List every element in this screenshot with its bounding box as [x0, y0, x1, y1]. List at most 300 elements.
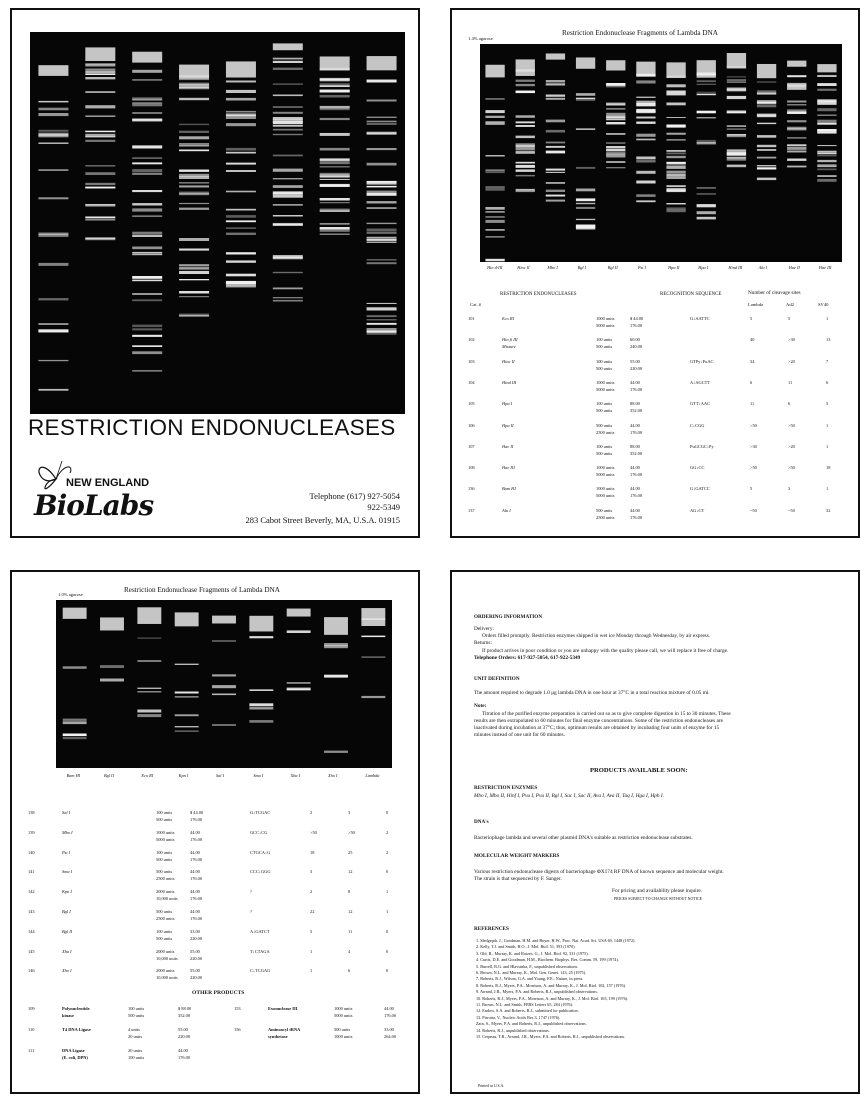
gel-band [697, 117, 716, 118]
gel-table-page-1 [450, 8, 860, 538]
gel-band [132, 370, 162, 371]
gel-band [817, 160, 836, 162]
gel-band [85, 69, 115, 71]
gel-band [361, 636, 385, 638]
gel-band [179, 176, 209, 179]
quantity-cell: 1000 units [596, 465, 615, 471]
gel-band [817, 154, 836, 156]
gel-band [85, 140, 115, 141]
lane-label: Hae II [788, 265, 800, 270]
lane-label: Alu I [758, 265, 768, 270]
gel-band [179, 145, 209, 147]
gel-band [606, 122, 625, 124]
gel-band [787, 159, 806, 161]
gel-title: Restriction Endonuclease Fragments of Lambda DNA [124, 586, 280, 594]
gel-band [287, 688, 311, 690]
gel-band [273, 106, 303, 108]
sites-ad2-cell: >50 [788, 465, 795, 471]
gel-band [38, 330, 68, 333]
gel-band [226, 80, 256, 82]
reference-item: 14. Roberts, R.J., unpublished observations. [476, 1027, 550, 1033]
gel-band [666, 133, 685, 135]
gel-band [546, 142, 565, 144]
gel-band [367, 186, 397, 188]
gel-band [273, 257, 303, 260]
gel-band [320, 198, 350, 201]
gel-band [606, 167, 625, 168]
gel-band [817, 103, 836, 105]
price-2-cell: 264.00 [384, 1034, 397, 1039]
price-cell: 44.00 [190, 889, 200, 895]
cover-page [10, 8, 420, 538]
gel-band [666, 153, 685, 155]
quantity-2-cell: 10,000 units [156, 896, 178, 902]
sites-ad2-cell: 11 [348, 928, 353, 934]
quantity-cell: 100 units [156, 928, 173, 934]
gel-band [320, 85, 350, 86]
gel-band [367, 238, 397, 241]
gel-band [38, 134, 68, 136]
price-cell: 55.00 [190, 968, 200, 974]
gel-band [576, 207, 595, 209]
gel-band [85, 71, 115, 74]
table-row [18, 968, 412, 990]
gel-band [546, 172, 565, 173]
gel-band [179, 314, 209, 315]
sequence-cell: CCC↓GGG [250, 869, 271, 875]
gel-band [576, 198, 595, 201]
cat-cell: 109 [28, 1006, 35, 1011]
printed-note: Printed in U.S.A. [478, 1084, 505, 1088]
sites-lambda-cell: ~50 [750, 507, 757, 513]
gel-band [367, 181, 397, 183]
gel-band [485, 220, 504, 223]
gel-band [367, 262, 397, 264]
gel-band [546, 146, 565, 148]
gel-band [666, 185, 685, 187]
gel-band [132, 252, 162, 254]
gel-band [367, 132, 397, 134]
gel-band [226, 90, 256, 93]
gel-band [757, 123, 776, 124]
gel-band [132, 162, 162, 164]
gel-band [727, 128, 746, 129]
gel-band [606, 149, 625, 152]
table-row [18, 1006, 218, 1028]
gel-band [485, 98, 504, 100]
cat-cell: 144 [28, 928, 35, 934]
quantity-cell: 20 units [128, 1048, 143, 1053]
gel-band [38, 101, 68, 103]
price-2-cell: 176.00 [630, 386, 643, 392]
quantity-cell: 100 units [596, 358, 613, 364]
product-name-2-cell: synthetase [268, 1034, 288, 1039]
gel-band [179, 144, 209, 145]
gel-band [666, 210, 685, 213]
gel-band [179, 203, 209, 204]
gel-band [132, 52, 162, 63]
reference-item: 7. Roberts, R.J., Wilson, G.A. and Young, F.E., Nature, in press. [476, 976, 584, 982]
sites-lambda-cell: 6 [750, 379, 753, 385]
header-lambda: Lambda [748, 302, 764, 307]
gel-band [546, 53, 565, 59]
gel-band [85, 134, 115, 137]
note-line-1: Titration of the purified enzyme preparation is carried out so as to give complete digestion in 15 to 30 minutes. These [482, 711, 731, 717]
quantity-2-cell: 2500 units [596, 429, 615, 435]
gel-band [516, 175, 535, 177]
gel-band [636, 157, 655, 160]
cat-cell: 104 [468, 379, 475, 385]
cat-cell: 145 [28, 948, 35, 954]
gel-band [787, 120, 806, 121]
gel-band [85, 217, 115, 219]
cat-cell: 111 [28, 1048, 35, 1053]
gel-band [516, 69, 535, 71]
gel-band [697, 94, 716, 96]
gel-band [137, 607, 161, 624]
gel-band [273, 169, 303, 172]
table-row [458, 380, 852, 402]
product-name-cell: Exonuclease III [268, 1006, 298, 1011]
sites-sv40-cell: 1 [826, 443, 829, 449]
gel-band [85, 116, 115, 117]
agarose-label: 1.4% agarose [468, 36, 493, 41]
prices-note: PRICES SUBJECT TO CHANGE WITHOUT NOTICE [614, 897, 702, 901]
gel-band [817, 166, 836, 167]
gel-band [132, 293, 162, 295]
gel-band [666, 207, 685, 209]
gel-band [636, 101, 655, 104]
gel-band [485, 236, 504, 237]
sites-sv40-cell: 0 [386, 928, 389, 934]
enzyme-name-cell: Alu I [502, 507, 511, 513]
gel-band [63, 608, 87, 619]
gel-band [324, 675, 348, 678]
gel-band [787, 101, 806, 103]
returns-label: Returns: [474, 640, 492, 646]
price-2-cell: 176.00 [190, 916, 203, 921]
table-row [458, 444, 852, 466]
sequence-cell: GG↓CC [690, 465, 705, 471]
gel-band [179, 271, 209, 274]
gel-band [367, 328, 397, 330]
gel-band [367, 201, 397, 203]
gel-band [485, 170, 504, 171]
gel-band [757, 64, 776, 78]
gel-band [38, 298, 68, 300]
gel-band [666, 139, 685, 141]
quantity-2-cell: 500 units [596, 450, 613, 456]
gel-band [606, 119, 625, 120]
price-2-cell: 352.00 [630, 450, 643, 456]
gel-band [576, 227, 595, 230]
gel-photo-cover [30, 32, 405, 414]
gel-band [757, 104, 776, 107]
sites-sv40-cell: 1 [826, 316, 829, 321]
gel-band [546, 194, 565, 196]
sites-sv40-cell: 0 [386, 968, 389, 974]
sites-ad2-cell: >20 [788, 443, 795, 449]
note-label: Note: [474, 703, 487, 709]
price-cell: 44.00 [190, 909, 200, 914]
price-cell: 44.00 [190, 829, 200, 835]
gel-band [757, 100, 776, 101]
enzyme-name-cell: Hin fi III [502, 337, 518, 343]
gel-band [546, 83, 565, 85]
table-row [458, 486, 852, 508]
reference-item: 13. Pirrotta, V., Nucleic Acids Res 3, 1747 (1976). [476, 1014, 561, 1020]
gel-band [273, 300, 303, 302]
gel-band [249, 616, 273, 632]
gel-band [697, 72, 716, 75]
gel-band [606, 161, 625, 163]
gel-band [324, 617, 348, 635]
gel-band [273, 185, 303, 188]
table-row [18, 889, 412, 911]
gel-band [38, 113, 68, 116]
quantity-2-cell: 5000 units [596, 472, 615, 478]
gel-band [38, 360, 68, 361]
quantity-2-cell: 2500 units [156, 876, 175, 882]
delivery-text: Orders filled promptly. Restriction enzymes shipped in wet ice Monday through Wednesday, by air express. [482, 633, 711, 639]
gel-band [132, 190, 162, 192]
quantity-cell: 100 units [596, 401, 613, 407]
other-products-title: OTHER PRODUCTS [192, 990, 245, 996]
gel-band [817, 120, 836, 123]
phone-text: Telephone (617) 927-5054 [309, 491, 400, 501]
gel-band [636, 97, 655, 98]
gel-band [606, 108, 625, 110]
cat-cell: 138 [28, 810, 35, 815]
gel-band [132, 276, 162, 279]
gel-band [636, 138, 655, 139]
gel-band [212, 640, 236, 641]
gel-band [485, 122, 504, 125]
price-2-cell: 352.00 [630, 408, 643, 414]
quantity-2-cell: 500 units [596, 365, 613, 371]
cat-cell: 136 [468, 486, 475, 492]
unit-heading: UNIT DEFINITION [474, 676, 520, 682]
quantity-cell: 100 units [156, 849, 173, 855]
gel-band [175, 696, 199, 698]
gel-band [179, 291, 209, 294]
price-cell: 44.00 [190, 869, 200, 875]
sites-lambda-cell: 22 [310, 909, 315, 914]
gel-band [817, 129, 836, 131]
lane-label: Bgl II [607, 265, 618, 270]
gel-band [576, 219, 595, 220]
gel-band [226, 252, 256, 254]
gel-band [817, 169, 836, 171]
gel-band [273, 178, 303, 179]
pricing-text: For pricing and availability please inquire. [612, 888, 703, 894]
gel-band [85, 172, 115, 175]
gel-band [516, 125, 535, 127]
sites-sv40-cell: 2 [386, 829, 389, 835]
gel-band [516, 136, 535, 139]
gel-band [38, 389, 68, 391]
sequence-cell: G↓TCGAC [250, 810, 271, 815]
table-row [18, 830, 412, 852]
sites-ad2-cell: 8 [348, 889, 351, 895]
price-cell: 33.00 [190, 928, 200, 934]
gel-band [367, 56, 397, 70]
quantity-2-cell: 10,000 units [156, 975, 178, 981]
gel-band [226, 113, 256, 116]
gel-band [485, 188, 504, 190]
sites-sv40-cell: 1 [386, 909, 389, 914]
gel-band [666, 162, 685, 164]
gel-band [367, 80, 397, 83]
gel-band [132, 215, 162, 217]
gel-band [576, 57, 595, 68]
reference-item: 11. Brown, N.L. and Smith, FEBS Letters 65, 284 (1976). [476, 1002, 574, 1008]
gel-band [727, 79, 746, 82]
gel-band [132, 247, 162, 250]
gel-band [132, 299, 162, 301]
gel-band [367, 207, 397, 208]
gel-band [324, 751, 348, 753]
sites-lambda-cell: 1 [310, 948, 313, 954]
sites-ad2-cell: 3 [348, 810, 351, 815]
gel-band [516, 147, 535, 150]
gel-band [367, 307, 397, 310]
gel-image [30, 32, 405, 414]
gel-band [212, 674, 236, 676]
gel-band [132, 119, 162, 121]
gel-band [727, 157, 746, 158]
table-row [18, 948, 412, 974]
table-row [458, 465, 852, 487]
gel-band [367, 315, 397, 317]
gel-band [226, 152, 256, 154]
sites-ad2-cell: 12 [348, 909, 353, 914]
gel-band [212, 724, 236, 726]
gel-band [757, 101, 776, 103]
quantity-cell: 100 units [596, 337, 613, 343]
delivery-label: Delivery: [474, 626, 495, 632]
cat-cell: 106 [468, 422, 475, 428]
gel-band [320, 173, 350, 176]
gel-band [546, 98, 565, 100]
table-row [458, 316, 852, 338]
gel-band [85, 64, 115, 65]
sites-lambda-cell: 2 [310, 889, 313, 895]
gel-band [85, 187, 115, 189]
sites-lambda-cell: 18 [310, 849, 315, 855]
gel-band [787, 144, 806, 146]
gel-band [367, 163, 397, 166]
price-cell: 88.00 [630, 443, 640, 449]
gel-band [85, 183, 115, 185]
dna-text: Bacteriophage lambda and several other plasmid DNA's suitable as restriction endonuclease substrates. [474, 835, 693, 841]
price-2-cell: 176.00 [190, 856, 203, 862]
sequence-cell: A↓AGCTT [690, 379, 711, 385]
table-row [18, 929, 412, 951]
sequence-cell: A↓GATCT [250, 928, 270, 934]
price-2-cell: 176.00 [190, 836, 203, 842]
gel-band [63, 719, 87, 721]
quantity-cell: 100 units [156, 810, 173, 815]
gel-band [179, 208, 209, 210]
gel-band [727, 76, 746, 77]
cat-cell: 102 [468, 337, 475, 343]
sites-sv40-cell: 18 [826, 465, 831, 471]
gel-band [226, 111, 256, 113]
sites-sv40-cell: 32 [826, 507, 831, 513]
quantity-2-cell: 500 units [596, 408, 613, 414]
gel-band [38, 263, 68, 266]
price-2-cell: 176.00 [630, 472, 643, 478]
gel-band [179, 83, 209, 84]
gel-band [273, 195, 303, 198]
gel-band [546, 190, 565, 192]
gel-band [226, 117, 256, 119]
gel-band [817, 64, 836, 72]
gel-band [485, 110, 504, 113]
gel-band [787, 109, 806, 112]
gel-band [273, 117, 303, 120]
references-heading: REFERENCES [474, 926, 509, 932]
gel-band [817, 153, 836, 154]
gel-band [226, 281, 256, 284]
gel-band [179, 238, 209, 241]
gel-title: Restriction Endonuclease Fragments of Lambda DNA [562, 29, 718, 37]
gel-band [273, 84, 303, 85]
gel-band [666, 174, 685, 177]
gel-band [273, 134, 303, 135]
gel-band [485, 116, 504, 118]
note-line-3: inactivated during incubation at 37°C; thus, optimum results are obtained by incubating four units of enzyme for 15 [474, 725, 720, 731]
price-cell: 88.00 [630, 401, 640, 407]
gel-band [367, 191, 397, 194]
gel-band [175, 612, 199, 626]
gel-band [287, 630, 311, 633]
gel-band [273, 193, 303, 195]
gel-band [485, 216, 504, 218]
gel-band [361, 657, 385, 658]
enzyme-name-cell: Sal I [62, 810, 71, 815]
sites-lambda-cell: 1 [310, 968, 313, 974]
gel-band [100, 679, 124, 682]
gel-band [132, 203, 162, 205]
phone-orders: Telephone Orders: 617-927-5054, 617-922-5349 [474, 655, 581, 661]
gel-band [666, 103, 685, 106]
sites-ad2-cell: >50 [788, 422, 795, 428]
quantity-cell: 500 units [596, 507, 613, 513]
price-cell: 44.00 [630, 507, 640, 513]
gel-band [320, 148, 350, 151]
gel-band [367, 117, 397, 118]
gel-band [132, 351, 162, 354]
gel-band [226, 220, 256, 222]
gel-band [727, 158, 746, 160]
gel-band [727, 165, 746, 166]
sites-ad2-cell: >30 [788, 337, 795, 343]
gel-band [367, 319, 397, 320]
quantity-cell: 500 units [156, 909, 173, 914]
sites-ad2-cell: 11 [788, 379, 793, 385]
gel-band [320, 223, 350, 225]
gel-band [273, 129, 303, 131]
gel-band [636, 74, 655, 77]
sequence-cell: GTPy↓PuAC [690, 358, 714, 364]
quantity-2-cell: 100 units [128, 1055, 145, 1060]
lane-label: Mbo I [547, 265, 558, 270]
sequence-cell: GCC↓CG [250, 829, 268, 835]
quantity-cell: 2000 units [156, 968, 175, 974]
gel-band [226, 98, 256, 101]
